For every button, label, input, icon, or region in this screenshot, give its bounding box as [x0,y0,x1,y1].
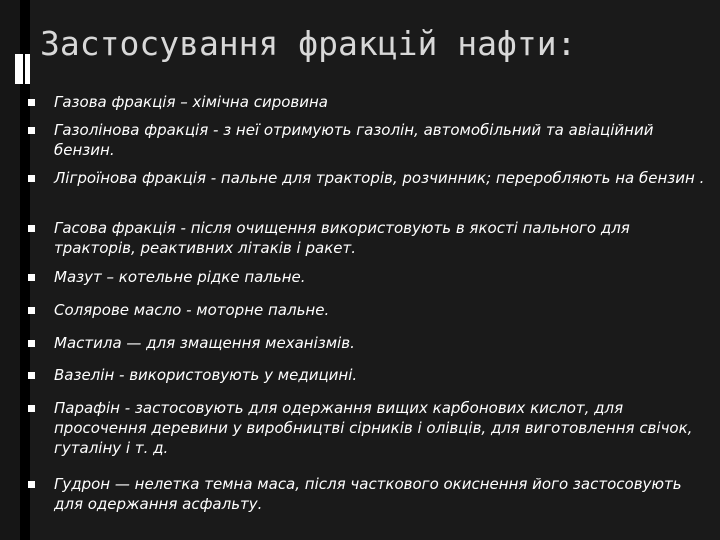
bullet-item [28,333,712,353]
square-bullet-icon [28,175,35,182]
bullet-item [28,267,712,287]
bullet-item [28,398,712,458]
square-bullet-icon [28,274,35,281]
square-bullet-icon [28,127,35,134]
bullet-text: Вазелін - використовують у медицині. [54,366,358,384]
slide-title: Застосування фракцій нафти: [40,24,577,63]
bullet-text: Гудрон — нелетка темна маса, після часткового окиснення його застосовують для одержання асфальту. [54,475,682,513]
bullet-text: Газолінова фракція - з неї отримують газолін, автомобільний та авіаційний бензин. [54,121,654,159]
bullet-item [28,474,712,514]
square-bullet-icon [28,225,35,232]
bullet-text: Лігроїнова фракція - пальне для тракторів, розчинник; переробляють на бензин . [54,169,705,187]
square-bullet-icon [28,99,35,106]
bullet-text: Солярове масло - моторне пальне. [54,301,330,319]
bullet-item [28,120,712,160]
bullet-text: Мазут – котельне рідке пальне. [54,268,306,286]
bullet-item [28,92,712,112]
bullet-item [28,168,712,188]
square-bullet-icon [28,481,35,488]
bullet-text: Газова фракція – хімічна сировина [54,93,328,111]
decorative-square [15,54,23,84]
bullet-item [28,218,712,258]
bullet-item [28,300,712,320]
bullet-text: Мастила — для змащення механізмів. [54,334,355,352]
square-bullet-icon [28,405,35,412]
bullet-text: Парафін - застосовують для одержання вищих карбонових кислот, для просочення деревини у виробництві сірників і олівців, для виготовлення свічок, гуталіну і т. д. [54,399,693,457]
square-bullet-icon [28,340,35,347]
bullet-item [28,365,712,385]
square-bullet-icon [28,372,35,379]
square-bullet-icon [28,307,35,314]
bullet-text: Гасова фракція - після очищення використовують в якості пального для тракторів, реактивних літаків і ракет. [54,219,630,257]
